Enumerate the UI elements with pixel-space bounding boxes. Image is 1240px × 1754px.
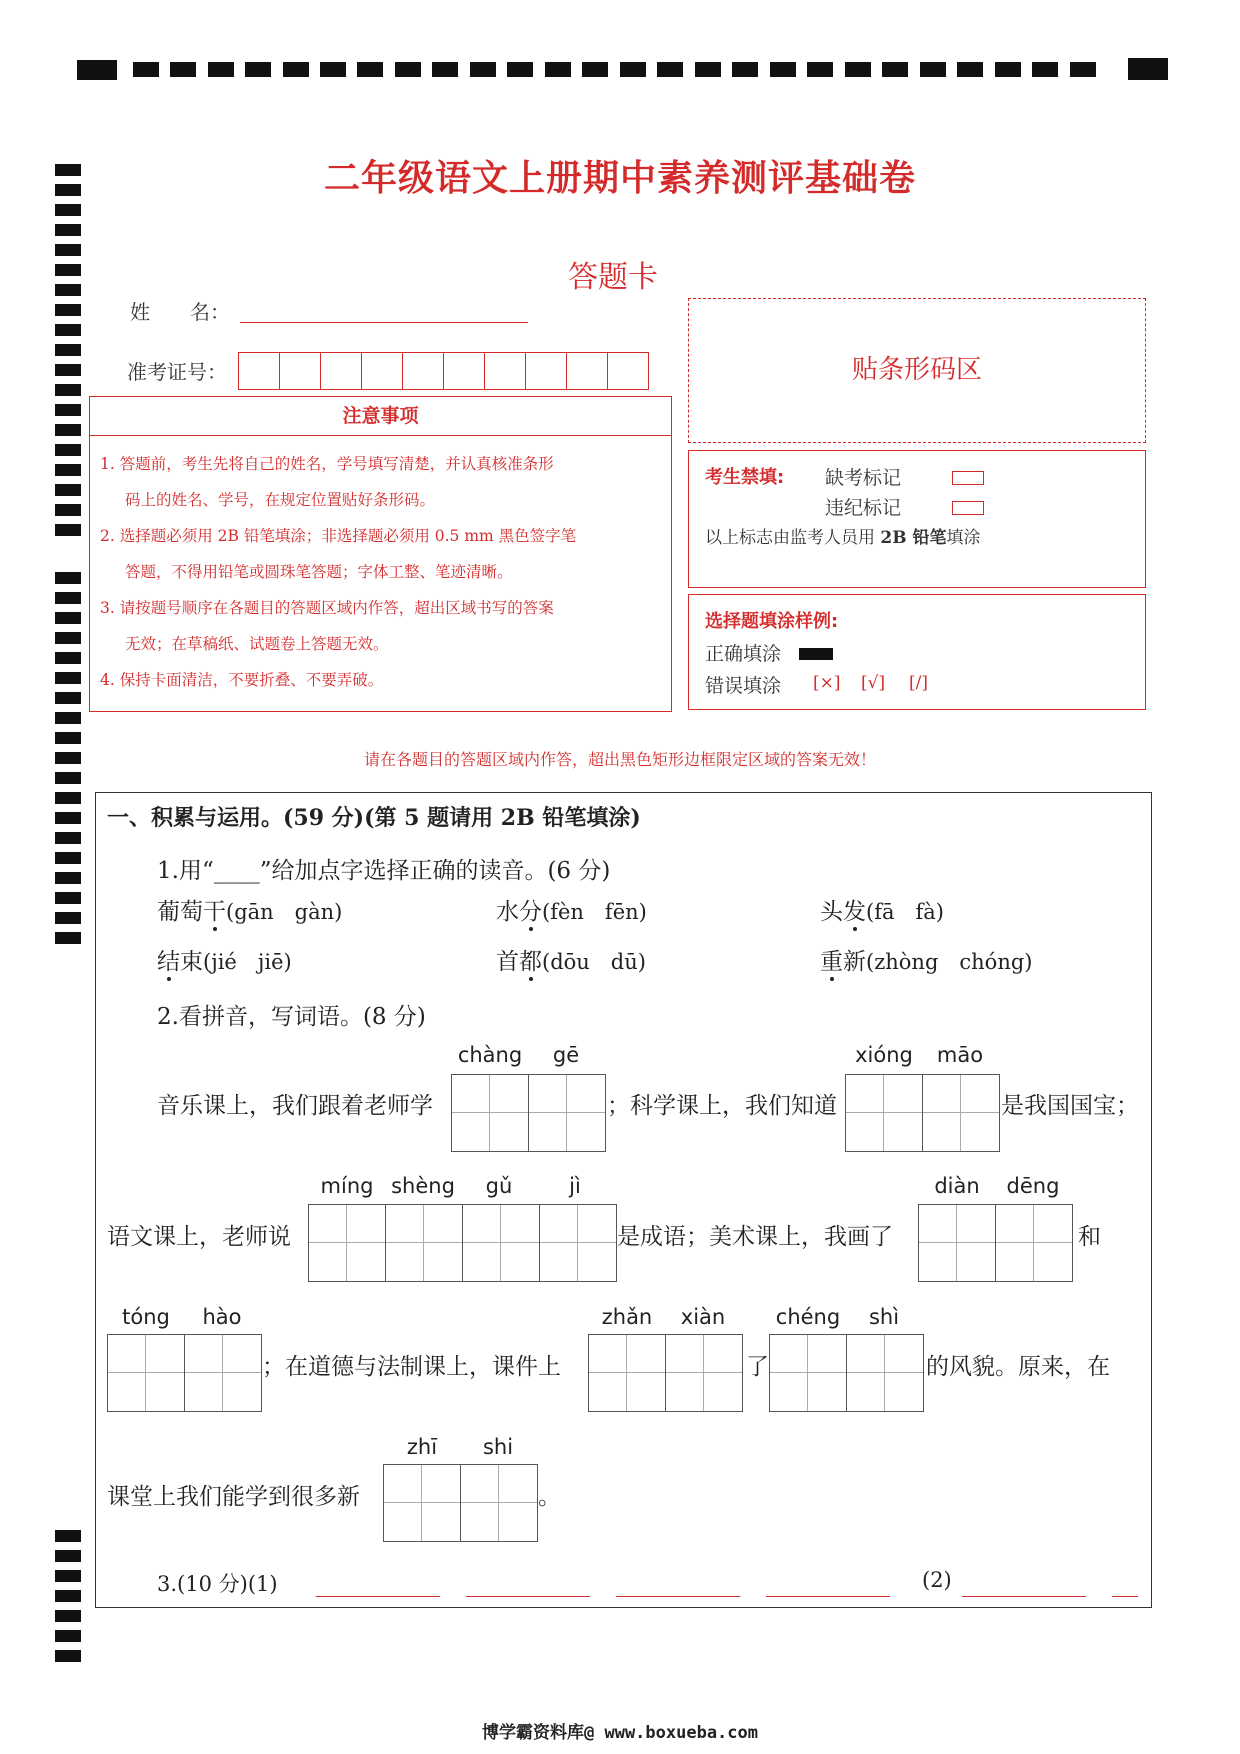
timing-mark-left bbox=[55, 1590, 81, 1602]
q1-options: (jié jiē) bbox=[203, 950, 292, 974]
exam-id-digit-box[interactable] bbox=[321, 353, 362, 389]
timing-mark-top bbox=[695, 62, 721, 77]
timing-mark-left bbox=[55, 632, 81, 644]
q2-text: 的风貌。原来，在 bbox=[926, 1354, 1110, 1380]
wrong-fill-label: 错误填涂 bbox=[705, 675, 782, 697]
fill-sample-box bbox=[688, 594, 1146, 710]
pinyin: tóng bbox=[122, 1305, 170, 1329]
timing-mark-left bbox=[55, 812, 81, 824]
timing-mark-top bbox=[283, 62, 309, 77]
q1-dotted-char: 干 bbox=[203, 899, 226, 925]
wrong-fill-mark-slash: [/] bbox=[909, 673, 928, 693]
page-title: 二年级语文上册期中素养测评基础卷 bbox=[323, 157, 916, 199]
timing-mark-left bbox=[55, 712, 81, 724]
notice-num: 2. bbox=[100, 527, 115, 545]
q1-dotted-char: 重 bbox=[820, 949, 843, 975]
fill-sample-label: 选择题填涂样例: bbox=[705, 611, 839, 632]
timing-mark-top bbox=[507, 62, 533, 77]
notice-num: 3. bbox=[100, 599, 115, 617]
notice-heading: 注意事项 bbox=[90, 397, 671, 436]
pinyin: jì bbox=[569, 1174, 581, 1198]
timing-mark-top bbox=[432, 62, 458, 77]
timing-mark-top-right bbox=[1128, 58, 1168, 80]
timing-mark-left bbox=[55, 792, 81, 804]
timing-mark-left bbox=[55, 304, 81, 316]
q2-text: ；在道德与法制课上，课件上 bbox=[262, 1354, 561, 1380]
timing-mark-left bbox=[55, 284, 81, 296]
timing-mark-left bbox=[55, 324, 81, 336]
q1-word: 首 bbox=[496, 949, 519, 975]
exam-id-digit-box[interactable] bbox=[280, 353, 321, 389]
notice-item bbox=[100, 518, 661, 590]
q2-text: 语文课上，老师说 bbox=[107, 1224, 291, 1250]
q1-dotted-char: 分 bbox=[519, 899, 542, 925]
timing-mark-left bbox=[55, 572, 81, 584]
timing-mark-left bbox=[55, 1550, 81, 1562]
notice-text: 答题，不得用铅笔或圆珠笔答题；字体工整、笔迹清晰。 bbox=[125, 563, 513, 581]
timing-mark-left bbox=[55, 732, 81, 744]
wrong-fill-mark-x: [×] bbox=[813, 673, 841, 693]
q1-options: (zhòng chóng) bbox=[866, 950, 1033, 974]
pinyin: gǔ bbox=[485, 1174, 513, 1198]
timing-mark-top bbox=[957, 62, 983, 77]
timing-mark-left bbox=[55, 592, 81, 604]
q2-text: 音乐课上，我们跟着老师学 bbox=[157, 1093, 433, 1119]
exam-id-digit-box[interactable] bbox=[485, 353, 526, 389]
name-label: 姓 名： bbox=[130, 300, 230, 324]
barcode-area: 贴条形码区 bbox=[688, 298, 1146, 443]
timing-mark-top bbox=[995, 62, 1021, 77]
writing-cell[interactable] bbox=[847, 1335, 923, 1411]
notice-text: 保持卡面清洁，不要折叠、不要弄破。 bbox=[119, 671, 384, 689]
writing-cell[interactable] bbox=[846, 1075, 923, 1151]
timing-mark-top bbox=[807, 62, 833, 77]
q1-word: 新 bbox=[843, 949, 866, 975]
writing-grid-xiongmao[interactable] bbox=[845, 1074, 1000, 1152]
timing-mark-left bbox=[55, 484, 81, 496]
pinyin: míng bbox=[320, 1174, 374, 1198]
absent-mark-box[interactable] bbox=[952, 471, 984, 485]
writing-cell[interactable] bbox=[384, 1465, 461, 1541]
writing-cell[interactable] bbox=[185, 1335, 261, 1411]
timing-mark-top-left bbox=[77, 60, 117, 80]
q2-text: 。 bbox=[538, 1484, 561, 1510]
q2-text: 和 bbox=[1078, 1224, 1101, 1250]
exam-id-digit-box[interactable] bbox=[526, 353, 567, 389]
timing-mark-left bbox=[55, 244, 81, 256]
timing-mark-left bbox=[55, 264, 81, 276]
pinyin: zhǎn bbox=[601, 1305, 653, 1329]
timing-mark-top bbox=[245, 62, 271, 77]
timing-mark-top bbox=[133, 62, 159, 77]
pinyin: gē bbox=[552, 1043, 580, 1067]
writing-grid-diandeng[interactable] bbox=[918, 1204, 1073, 1282]
timing-mark-left bbox=[55, 344, 81, 356]
timing-mark-top bbox=[1032, 62, 1058, 77]
notice-num: 1. bbox=[100, 455, 115, 473]
writing-grid-zhishi[interactable] bbox=[383, 1464, 538, 1542]
timing-mark-left bbox=[55, 692, 81, 704]
pinyin: xiàn bbox=[680, 1305, 726, 1329]
q1-item bbox=[820, 893, 944, 926]
violation-mark-label: 违纪标记 bbox=[825, 497, 902, 519]
pinyin: māo bbox=[936, 1043, 984, 1067]
q3-label: 3.(10 分)(1) bbox=[157, 1572, 278, 1596]
timing-mark-top bbox=[1070, 62, 1096, 77]
forbidden-note-bold: 2B 铅笔 bbox=[880, 528, 947, 548]
wrong-fill-mark-check: [√] bbox=[861, 673, 886, 693]
timing-mark-top bbox=[470, 62, 496, 77]
timing-mark-top bbox=[920, 62, 946, 77]
timing-mark-left bbox=[55, 204, 81, 216]
q1-dotted-char: 发 bbox=[843, 899, 866, 925]
timing-mark-top bbox=[170, 62, 196, 77]
timing-mark-left bbox=[55, 1650, 81, 1662]
timing-mark-top bbox=[582, 62, 608, 77]
exam-id-digit-box[interactable] bbox=[567, 353, 608, 389]
timing-mark-left bbox=[55, 772, 81, 784]
timing-mark-top bbox=[845, 62, 871, 77]
timing-mark-left bbox=[55, 892, 81, 904]
violation-mark-box[interactable] bbox=[952, 501, 984, 515]
timing-mark-left bbox=[55, 384, 81, 396]
pinyin: zhī bbox=[406, 1435, 438, 1459]
writing-cell[interactable] bbox=[309, 1205, 386, 1281]
writing-grid-zhanxian[interactable] bbox=[588, 1334, 743, 1412]
exam-id-digit-box[interactable] bbox=[608, 353, 648, 389]
writing-cell[interactable] bbox=[461, 1465, 537, 1541]
footer-watermark: 博学霸资料库@ www.boxueba.com bbox=[482, 1723, 758, 1743]
pinyin: shi bbox=[482, 1435, 514, 1459]
exam-id-digit-box[interactable] bbox=[403, 353, 444, 389]
writing-grid-changge[interactable] bbox=[451, 1074, 606, 1152]
exam-id-digit-box[interactable] bbox=[239, 353, 280, 389]
forbidden-note-prefix: 以上标志由监考人员用 bbox=[705, 528, 875, 548]
pinyin: dēng bbox=[1006, 1174, 1060, 1198]
q3-blank-1[interactable] bbox=[316, 1596, 440, 1597]
section-heading: 一、积累与运用。(59 分)(第 5 题请用 2B 铅笔填涂) bbox=[107, 805, 641, 831]
timing-mark-top bbox=[882, 62, 908, 77]
forbidden-label: 考生禁填: bbox=[705, 467, 785, 488]
writing-cell[interactable] bbox=[923, 1075, 999, 1151]
q2-text: 课堂上我们能学到很多新 bbox=[107, 1484, 360, 1510]
timing-mark-top bbox=[770, 62, 796, 77]
timing-mark-left bbox=[55, 424, 81, 436]
q2-text: ；科学课上，我们知道 bbox=[607, 1093, 837, 1119]
notice-item bbox=[100, 446, 661, 518]
q3-blank-4[interactable] bbox=[766, 1596, 890, 1597]
pinyin: chàng bbox=[457, 1043, 523, 1067]
notice-item bbox=[100, 662, 661, 698]
q3-blank-5[interactable] bbox=[962, 1596, 1086, 1597]
name-field[interactable] bbox=[240, 322, 528, 323]
writing-cell[interactable] bbox=[463, 1205, 540, 1281]
q1-dotted-char: 结 bbox=[157, 949, 180, 975]
q3-part2-label: (2) bbox=[922, 1568, 952, 1592]
absent-mark-label: 缺考标记 bbox=[825, 467, 902, 489]
timing-mark-left bbox=[55, 524, 81, 536]
q1-options: (fèn fēn) bbox=[542, 900, 647, 924]
writing-grid-chengshi[interactable] bbox=[769, 1334, 924, 1412]
writing-cell[interactable] bbox=[996, 1205, 1072, 1281]
notice-box bbox=[89, 396, 672, 712]
timing-mark-left bbox=[55, 672, 81, 684]
q1-word: 头 bbox=[820, 899, 843, 925]
q1-item bbox=[496, 893, 647, 926]
correct-fill-mark bbox=[799, 648, 833, 660]
q3-blank-6[interactable] bbox=[1112, 1596, 1138, 1597]
timing-mark-left bbox=[55, 832, 81, 844]
writing-grid-mingsheng[interactable] bbox=[308, 1204, 617, 1282]
writing-cell[interactable] bbox=[540, 1205, 616, 1281]
exam-id-boxes[interactable] bbox=[238, 352, 649, 390]
timing-mark-left bbox=[55, 444, 81, 456]
exam-id-digit-box[interactable] bbox=[362, 353, 403, 389]
q2-text: 是成语；美术课上，我画了 bbox=[617, 1224, 893, 1250]
notice-item bbox=[100, 590, 661, 662]
timing-mark-top bbox=[208, 62, 234, 77]
q1-item bbox=[820, 943, 1032, 976]
notice-text: 答题前，考生先将自己的姓名，学号填写清楚，并认真核准条形 bbox=[119, 455, 554, 473]
writing-cell[interactable] bbox=[666, 1335, 742, 1411]
answer-area-warning: 请在各题目的答题区域内作答，超出黑色矩形边框限定区域的答案无效！ bbox=[363, 750, 876, 769]
timing-mark-left bbox=[55, 1610, 81, 1622]
writing-cell[interactable] bbox=[770, 1335, 847, 1411]
q1-dotted-char: 都 bbox=[519, 949, 542, 975]
pinyin: shèng bbox=[391, 1174, 455, 1198]
q2-text: 是我国国宝； bbox=[1001, 1093, 1139, 1119]
q2-text: 了 bbox=[746, 1354, 769, 1380]
timing-mark-left bbox=[55, 912, 81, 924]
q1-options: (fā fà) bbox=[866, 900, 944, 924]
pinyin: diàn bbox=[934, 1174, 980, 1198]
timing-mark-left bbox=[55, 852, 81, 864]
forbidden-note-suffix: 填涂 bbox=[946, 528, 981, 548]
q3-blank-3[interactable] bbox=[616, 1596, 740, 1597]
q1-word: 束 bbox=[180, 949, 203, 975]
q1-options: (gān gàn) bbox=[226, 900, 343, 924]
examinee-forbidden-box bbox=[688, 450, 1146, 588]
timing-mark-top bbox=[320, 62, 346, 77]
timing-mark-top bbox=[357, 62, 383, 77]
timing-mark-top bbox=[395, 62, 421, 77]
answer-card-title: 答题卡 bbox=[568, 260, 658, 295]
timing-mark-left bbox=[55, 1630, 81, 1642]
timing-mark-top bbox=[620, 62, 646, 77]
writing-cell[interactable] bbox=[108, 1335, 185, 1411]
timing-mark-left bbox=[55, 872, 81, 884]
pinyin: xióng bbox=[855, 1043, 913, 1067]
notice-text: 请按题号顺序在各题目的答题区域内作答，超出区域书写的答案 bbox=[119, 599, 554, 617]
q1-word: 水 bbox=[496, 899, 519, 925]
pinyin: hào bbox=[202, 1305, 242, 1329]
pinyin: chéng bbox=[775, 1305, 841, 1329]
writing-cell[interactable] bbox=[529, 1075, 605, 1151]
q1-options: (dōu dū) bbox=[542, 950, 646, 974]
timing-mark-left bbox=[55, 364, 81, 376]
timing-mark-top bbox=[545, 62, 571, 77]
writing-cell[interactable] bbox=[386, 1205, 463, 1281]
timing-mark-left bbox=[55, 652, 81, 664]
q1-word: 葡萄 bbox=[157, 899, 203, 925]
writing-grid-tonghao[interactable] bbox=[107, 1334, 262, 1412]
timing-mark-left bbox=[55, 504, 81, 516]
timing-mark-left bbox=[55, 1530, 81, 1542]
q1-item bbox=[496, 943, 646, 976]
timing-mark-left bbox=[55, 404, 81, 416]
exam-id-label: 准考证号： bbox=[127, 360, 227, 384]
q3-blank-2[interactable] bbox=[466, 1596, 590, 1597]
timing-mark-left bbox=[55, 1570, 81, 1582]
q1-item bbox=[157, 943, 292, 976]
pinyin: shì bbox=[868, 1305, 900, 1329]
exam-id-digit-box[interactable] bbox=[444, 353, 485, 389]
notice-text: 选择题必须用 2B 铅笔填涂；非选择题必须用 0.5 mm 黑色签字笔 bbox=[119, 527, 577, 545]
notice-num: 4. bbox=[100, 671, 115, 689]
timing-mark-top bbox=[657, 62, 683, 77]
q1-item bbox=[157, 893, 342, 926]
notice-text: 无效；在草稿纸、试题卷上答题无效。 bbox=[125, 635, 389, 653]
timing-mark-left bbox=[55, 932, 81, 944]
q1-prompt: 1.用“____”给加点字选择正确的读音。(6 分) bbox=[157, 858, 611, 884]
writing-cell[interactable] bbox=[919, 1205, 996, 1281]
correct-fill-label: 正确填涂 bbox=[705, 643, 782, 665]
writing-cell[interactable] bbox=[452, 1075, 529, 1151]
timing-mark-left bbox=[55, 464, 81, 476]
forbidden-note bbox=[705, 523, 981, 548]
notice-text: 码上的姓名、学号，在规定位置贴好条形码。 bbox=[125, 491, 436, 509]
q2-prompt: 2.看拼音，写词语。(8 分) bbox=[157, 1004, 426, 1030]
timing-mark-left bbox=[55, 224, 81, 236]
timing-mark-left bbox=[55, 612, 81, 624]
timing-mark-top bbox=[732, 62, 758, 77]
writing-cell[interactable] bbox=[589, 1335, 666, 1411]
